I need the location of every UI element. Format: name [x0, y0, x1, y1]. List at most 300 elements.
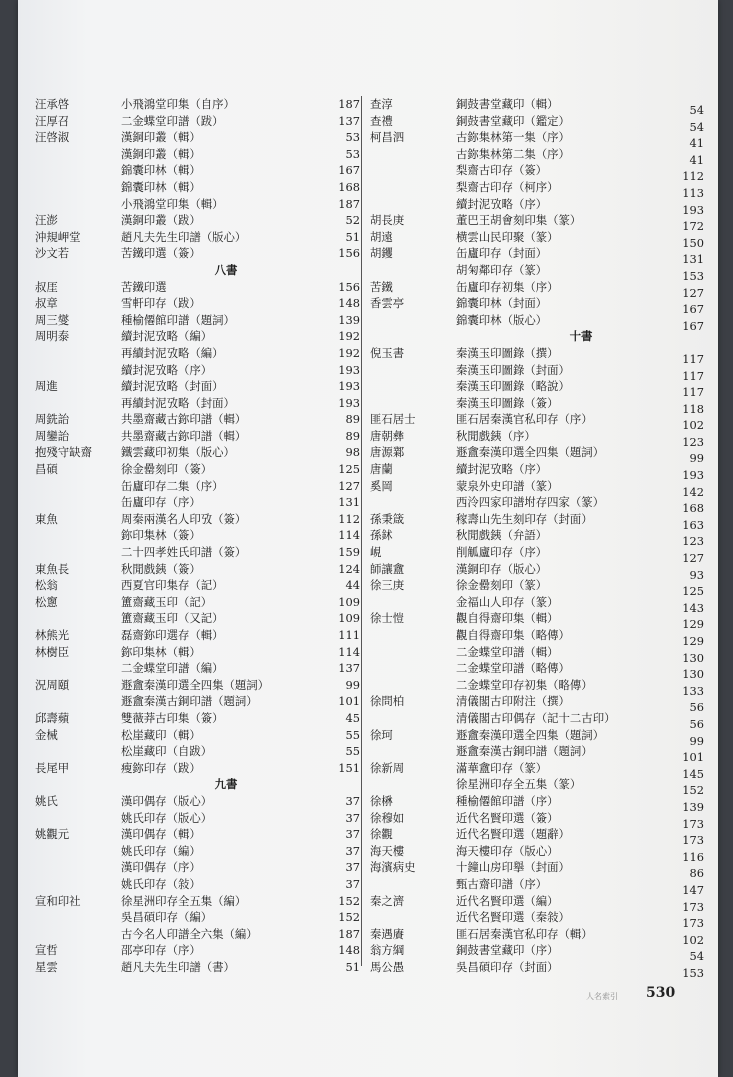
- index-entry: [370, 942, 704, 964]
- entry-title: 續封泥攷略（序）: [456, 462, 548, 477]
- index-entry: [35, 843, 360, 860]
- entry-page: 112: [682, 169, 704, 184]
- entry-title: 種榆僊館印譜（題詞）: [121, 312, 235, 327]
- entry-title: 簠齋藏玉印（又記）: [121, 611, 224, 626]
- index-entry: [35, 444, 360, 461]
- entry-page: 148: [338, 943, 360, 958]
- index-entry: [35, 328, 360, 345]
- entry-title: 稼壽山先生刻印存（封面）: [456, 511, 593, 526]
- entry-page: 114: [338, 644, 360, 659]
- entry-name: 徐穆如: [370, 810, 405, 825]
- entry-title: 漢銅印叢（輯）: [121, 146, 201, 161]
- entry-title: 錦囊印林（輯）: [121, 179, 201, 194]
- entry-title: 缶廬印存初集（序）: [456, 279, 559, 294]
- entry-title: 漢銅印叢（輯）: [121, 130, 201, 145]
- entry-page: 172: [682, 219, 704, 234]
- index-entry: [35, 494, 360, 511]
- index-entry: [370, 444, 704, 466]
- index-entry: [370, 926, 704, 947]
- entry-title: 再續封泥攷略（編）: [121, 345, 224, 360]
- index-entry: [35, 129, 360, 146]
- entry-name: 汪承啓: [35, 97, 70, 111]
- entry-page: 131: [338, 495, 360, 510]
- entry-page: 193: [338, 395, 360, 410]
- entry-title: 銅鼓書堂藏印（序）: [456, 943, 559, 958]
- index-entry: [35, 793, 360, 810]
- entry-title: 姚氏印存（敍）: [121, 876, 201, 891]
- entry-title: 二金蝶堂印譜（跋）: [121, 113, 224, 128]
- entry-title: 松崖藏印（輯）: [121, 727, 201, 742]
- entry-title: 瘦鉨印存（跋）: [121, 760, 201, 775]
- index-entry: [370, 279, 704, 300]
- index-entry: [35, 511, 360, 528]
- index-entry: [370, 843, 704, 864]
- entry-title: 二金蝶堂印譜（略傳）: [456, 661, 570, 676]
- index-entry: [35, 677, 360, 694]
- entry-title: 清儀閣古印偶存（記十二古印）: [456, 710, 616, 725]
- entry-title: 遯盦秦漢古銅印譜（題詞）: [456, 744, 593, 759]
- entry-page: 173: [682, 899, 704, 914]
- entry-title: 錦囊印林（封面）: [456, 296, 548, 311]
- entry-page: 114: [338, 528, 360, 543]
- entry-page: 150: [682, 235, 704, 250]
- index-entry: [35, 395, 360, 412]
- entry-title: 小飛鴻堂印集（輯）: [121, 196, 224, 211]
- entry-title: 苦鐵印選（簽）: [121, 246, 201, 261]
- entry-title: 漢印偶存（版心）: [121, 793, 213, 808]
- index-entry: [370, 179, 704, 200]
- entry-title: 金福山人印存（篆）: [456, 594, 559, 609]
- index-entry: [35, 279, 360, 296]
- section-heading: 八書: [214, 262, 238, 277]
- entry-title: 徐金罍刻印（簽）: [121, 462, 213, 477]
- index-entry: [370, 245, 704, 267]
- entry-name: 邱壽蘋: [35, 710, 70, 725]
- entry-title: 續封泥攷略（序）: [456, 196, 548, 211]
- index-entry: [35, 544, 360, 561]
- entry-page: 156: [338, 246, 360, 261]
- entry-page: 54: [689, 949, 704, 964]
- entry-title: 共墨齋藏古鉨印譜（輯）: [121, 428, 247, 443]
- entry-title: 漢印偶存（序）: [121, 860, 201, 875]
- entry-page: 98: [345, 445, 360, 460]
- entry-title: 清儀閣古印附注（撰）: [456, 694, 570, 709]
- entry-name: 徐問柏: [370, 694, 405, 709]
- entry-page: 143: [682, 600, 704, 615]
- index-entry: [35, 461, 360, 478]
- index-entry: [370, 511, 704, 532]
- index-entry: [370, 594, 704, 615]
- entry-page: 139: [682, 799, 704, 814]
- index-entry: [370, 395, 704, 416]
- entry-title: 近代名賢印選（題辭）: [456, 827, 570, 842]
- entry-page: 124: [338, 561, 360, 576]
- entry-name: 叔章: [35, 296, 58, 311]
- entry-name: 東魚長: [35, 561, 70, 576]
- entry-page: 93: [689, 567, 704, 582]
- entry-name: 峴: [370, 545, 382, 560]
- entry-title: 遯盦秦漢印選全四集（題詞）: [456, 445, 605, 460]
- entry-title: 秋閒戲銕（弁語）: [456, 528, 548, 543]
- index-entry: [370, 710, 704, 731]
- index-entry: [370, 312, 704, 333]
- entry-name: 宣和印社: [35, 893, 81, 908]
- entry-page: 117: [682, 351, 704, 366]
- entry-page: 192: [338, 345, 360, 360]
- index-entry: [370, 461, 704, 483]
- entry-page: 167: [682, 302, 704, 317]
- index-entry: [35, 942, 360, 959]
- entry-page: 153: [682, 965, 704, 980]
- left-column: [35, 96, 360, 975]
- entry-page: 41: [689, 136, 704, 151]
- entry-page: 192: [338, 329, 360, 344]
- entry-page: 55: [345, 727, 360, 742]
- entry-name: 香雲亭: [370, 296, 405, 311]
- entry-page: 131: [682, 252, 704, 267]
- entry-name: 周三燮: [35, 312, 70, 327]
- entry-page: 101: [338, 694, 360, 709]
- entry-title: 秦漢玉印圖錄（略說）: [456, 379, 570, 394]
- entry-title: 漢銅印存（版心）: [456, 561, 548, 576]
- entry-name: 孫鉥: [370, 528, 393, 543]
- entry-name: 東魚: [35, 511, 58, 526]
- entry-title: 滿華盦印存（篆）: [456, 760, 548, 775]
- index-entry: [370, 362, 704, 383]
- entry-title: 二金蝶堂印譜（輯）: [456, 644, 559, 659]
- entry-page: 37: [345, 827, 360, 842]
- index-entry: [35, 876, 360, 893]
- entry-title: 松崖藏印（自跋）: [121, 744, 213, 759]
- entry-page: 159: [338, 545, 360, 560]
- entry-title: 梨齋古印存（簽）: [456, 163, 548, 178]
- index-entry: [370, 859, 704, 881]
- entry-name: 奚岡: [370, 478, 393, 493]
- index-entry: [35, 810, 360, 827]
- entry-title: 共墨齋藏古鉨印譜（輯）: [121, 412, 247, 427]
- entry-page: 127: [338, 478, 360, 493]
- index-entry: [35, 693, 360, 710]
- entry-name: 松窻: [35, 594, 58, 609]
- entry-page: 152: [338, 893, 360, 908]
- index-entry: [35, 212, 360, 229]
- column-divider: [361, 96, 362, 966]
- index-entry: [35, 478, 360, 495]
- entry-name: 翁方綱: [370, 943, 405, 958]
- entry-title: 趙凡夫先生印譜（書）: [121, 959, 235, 974]
- index-entry: [370, 693, 704, 715]
- index-entry: [35, 909, 360, 926]
- entry-title: 西泠四家印譜坿存四家（篆）: [456, 495, 605, 510]
- entry-title: 續封泥攷略（編）: [121, 329, 213, 344]
- entry-name: 叔厓: [35, 279, 58, 294]
- index-entry: [370, 229, 704, 250]
- index-entry: [370, 411, 704, 433]
- index-entry: [370, 876, 704, 897]
- entry-page: 193: [682, 468, 704, 483]
- index-entry: [370, 627, 704, 648]
- entry-page: 123: [682, 434, 704, 449]
- entry-title: 横雲山民印聚（篆）: [456, 229, 559, 244]
- entry-name: 胡遠: [370, 229, 393, 244]
- entry-name: 抱殘守缺齋: [35, 445, 92, 460]
- entry-name: 秦遇賡: [370, 926, 405, 941]
- entry-page: 187: [338, 196, 360, 211]
- entry-title: 梨齋古印存（柯序）: [456, 179, 559, 194]
- entry-name: 唐源鄴: [370, 445, 405, 460]
- entry-title: 古鉨集林第二集（序）: [456, 146, 570, 161]
- entry-page: 193: [338, 379, 360, 394]
- entry-page: 118: [682, 401, 704, 416]
- index-entry: [35, 179, 360, 196]
- entry-page: 187: [338, 97, 360, 111]
- index-entry: [35, 428, 360, 445]
- entry-page: 147: [682, 882, 704, 897]
- entry-name: 唐蘭: [370, 462, 393, 477]
- entry-title: 匪石居秦漢官私印存（序）: [456, 412, 593, 427]
- entry-page: 99: [689, 733, 704, 748]
- entry-name: 汪啓淑: [35, 130, 70, 145]
- entry-page: 137: [338, 113, 360, 128]
- entry-page: 102: [682, 418, 704, 433]
- entry-title: 秋閒戲銕（序）: [456, 428, 536, 443]
- entry-name: 查禮: [370, 113, 393, 128]
- entry-name: 徐三庚: [370, 578, 405, 593]
- index-entry: [370, 727, 704, 748]
- entry-name: 金械: [35, 727, 58, 742]
- entry-page: 145: [682, 766, 704, 781]
- entry-title: 蒙泉外史印譜（篆）: [456, 478, 559, 493]
- entry-title: 雪軒印存（跋）: [121, 296, 201, 311]
- entry-title: 銅鼓書堂藏印（輯）: [456, 97, 559, 111]
- entry-name: 徐新周: [370, 760, 405, 775]
- entry-title: 缶廬印存（序）: [121, 495, 201, 510]
- entry-name: 林樹臣: [35, 644, 70, 659]
- entry-title: 西夏官印集存（記）: [121, 578, 224, 593]
- entry-page: 127: [682, 285, 704, 300]
- entry-title: 古今名人印譜全六集（編）: [121, 926, 258, 941]
- entry-name: 柯昌泗: [370, 130, 405, 145]
- entry-title: 小飛鴻堂印集（自序）: [121, 97, 235, 111]
- index-entry: [35, 727, 360, 744]
- entry-name: 宣哲: [35, 943, 58, 958]
- entry-page: 101: [682, 750, 704, 765]
- entry-name: 徐士愷: [370, 611, 405, 626]
- index-entry: [370, 96, 704, 117]
- entry-title: 削觚廬印存（序）: [456, 545, 548, 560]
- index-entry: [370, 743, 704, 765]
- index-entry: [370, 893, 704, 914]
- index-entry: [370, 196, 704, 217]
- index-entry: [35, 411, 360, 428]
- entry-page: 37: [345, 876, 360, 891]
- index-entry: [370, 610, 704, 632]
- entry-title: 胡匊鄰印存（篆）: [456, 262, 548, 277]
- entry-page: 152: [682, 783, 704, 798]
- index-entry: [35, 959, 360, 976]
- index-entry: [370, 544, 704, 566]
- entry-page: 53: [345, 146, 360, 161]
- index-entry: [370, 295, 704, 317]
- entry-title: 漢銅印叢（跋）: [121, 213, 201, 228]
- entry-name: 林熊光: [35, 628, 70, 642]
- entry-name: 汪厚召: [35, 113, 70, 128]
- entry-title: 錦囊印林（輯）: [121, 163, 201, 178]
- entry-page: 173: [682, 816, 704, 831]
- entry-page: 193: [338, 362, 360, 377]
- entry-title: 趙凡夫先生印譜（版心）: [121, 229, 247, 244]
- entry-page: 99: [345, 677, 360, 692]
- entry-page: 173: [682, 916, 704, 931]
- entry-title: 匪石居秦漢官私印存（輯）: [456, 926, 593, 941]
- entry-title: 遯盦秦漢印選全四集（題詞）: [456, 727, 605, 742]
- entry-name: 姚觀元: [35, 827, 70, 842]
- entry-title: 姚氏印存（編）: [121, 843, 201, 858]
- entry-page: 125: [338, 462, 360, 477]
- entry-title: 苦鐵印選: [121, 279, 167, 294]
- entry-title: 缶廬印存（封面）: [456, 246, 548, 261]
- entry-title: 古鉨集林第一集（序）: [456, 130, 570, 145]
- entry-page: 137: [338, 661, 360, 676]
- entry-page: 89: [345, 428, 360, 443]
- entry-title: 二金蝶堂印譜（編）: [121, 661, 224, 676]
- entry-name: 馬公愚: [370, 959, 405, 974]
- entry-page: 37: [345, 793, 360, 808]
- entry-page: 56: [689, 700, 704, 715]
- entry-page: 112: [338, 511, 360, 526]
- index-entry: [370, 478, 704, 499]
- entry-title: 觀自得齋印集（略傳）: [456, 628, 570, 642]
- entry-title: 秋閒戲銕（簽）: [121, 561, 201, 576]
- index-entry: [35, 162, 360, 179]
- entry-title: 甄古齋印譜（序）: [456, 876, 548, 891]
- entry-page: 163: [682, 517, 704, 532]
- index-entry: [35, 710, 360, 727]
- entry-page: 41: [689, 152, 704, 167]
- index-entry: [370, 428, 704, 449]
- entry-name: 汪澎: [35, 213, 58, 228]
- entry-title: 遯盦秦漢印選全四集（題詞）: [121, 677, 270, 692]
- entry-name: 匪石居士: [370, 412, 416, 427]
- entry-page: 51: [345, 959, 360, 974]
- entry-page: 37: [345, 810, 360, 825]
- entry-page: 89: [345, 412, 360, 427]
- entry-title: 二十四孝姓氏印譜（簽）: [121, 545, 247, 560]
- index-entry: [370, 760, 704, 781]
- entry-name: 苦鐵: [370, 279, 393, 294]
- index-entry: [35, 245, 360, 262]
- index-page: [18, 0, 718, 1077]
- entry-name: 胡長庚: [370, 213, 405, 228]
- entry-title: 鉨印集林（簽）: [121, 528, 201, 543]
- entry-page: 193: [682, 202, 704, 217]
- index-entry: [370, 776, 704, 798]
- index-entry: [370, 527, 704, 549]
- entry-page: 167: [338, 163, 360, 178]
- index-entry: [35, 577, 360, 594]
- index-entry: [35, 760, 360, 777]
- entry-page: 37: [345, 860, 360, 875]
- entry-title: 徐星洲印存全五集（篆）: [456, 777, 582, 792]
- entry-page: 54: [689, 119, 704, 134]
- entry-title: 近代名賢印選（簽）: [456, 810, 559, 825]
- index-entry: [35, 893, 360, 910]
- entry-title: 吳昌碩印存（編）: [121, 910, 213, 925]
- entry-page: 173: [682, 833, 704, 848]
- entry-name: 沖規岬堂: [35, 229, 81, 244]
- index-entry: [35, 627, 360, 644]
- index-entry: [370, 959, 704, 980]
- entry-page: 56: [689, 716, 704, 731]
- entry-page: 130: [682, 650, 704, 665]
- index-entry: [35, 743, 360, 760]
- index-entry: [370, 577, 704, 599]
- index-entry: [370, 378, 704, 400]
- entry-title: 徐星洲印存全五集（編）: [121, 893, 247, 908]
- entry-title: 銅鼓書堂藏印（鑑定）: [456, 113, 570, 128]
- entry-name: 星雲: [35, 959, 58, 974]
- entry-page: 148: [338, 296, 360, 311]
- entry-page: 113: [682, 185, 704, 200]
- entry-title: 秦漢玉印圖錄（撰）: [456, 345, 559, 360]
- entry-name: 孫秉箴: [370, 511, 405, 526]
- entry-name: 姚氏: [35, 793, 58, 808]
- entry-page: 125: [682, 584, 704, 599]
- index-entry: [370, 826, 704, 848]
- index-entry: [370, 660, 704, 682]
- entry-page: 142: [682, 484, 704, 499]
- index-entry: [370, 677, 704, 698]
- entry-name: 沙文若: [35, 246, 70, 261]
- entry-name: 師讓盦: [370, 561, 405, 576]
- entry-title: 錦囊印林（版心）: [456, 312, 548, 327]
- entry-page: 99: [689, 451, 704, 466]
- entry-name: 況周頤: [35, 677, 70, 692]
- entry-name: 秦之濟: [370, 893, 405, 908]
- index-entry: [370, 810, 704, 831]
- entry-page: 55: [345, 744, 360, 759]
- entry-name: 昌碩: [35, 462, 58, 477]
- entry-page: 123: [682, 534, 704, 549]
- entry-page: 45: [345, 710, 360, 725]
- index-entry: [370, 909, 704, 931]
- index-entry: [370, 561, 704, 582]
- entry-name: 胡钁: [370, 246, 393, 261]
- entry-name: 徐珂: [370, 727, 393, 742]
- entry-page: 102: [682, 932, 704, 947]
- index-entry: [370, 262, 704, 283]
- entry-page: 139: [338, 312, 360, 327]
- index-entry: [35, 527, 360, 544]
- index-entry: [35, 594, 360, 611]
- entry-name: 海天樓: [370, 843, 405, 858]
- entry-name: 查淳: [370, 97, 393, 111]
- entry-name: 周進: [35, 379, 58, 394]
- index-entry: [370, 129, 704, 151]
- entry-name: 長尾甲: [35, 760, 70, 775]
- right-column: [370, 96, 704, 980]
- index-entry: [370, 146, 704, 167]
- entry-title: 鉨印集林（輯）: [121, 644, 201, 659]
- index-entry: [35, 660, 360, 677]
- index-entry: [370, 644, 704, 665]
- entry-page: 117: [682, 368, 704, 383]
- entry-name: 徐楙: [370, 793, 393, 808]
- entry-title: 磊齋鉨印選存（輯）: [121, 628, 224, 642]
- entry-name: 松翁: [35, 578, 58, 593]
- index-entry: [35, 610, 360, 627]
- entry-page: 86: [689, 866, 704, 881]
